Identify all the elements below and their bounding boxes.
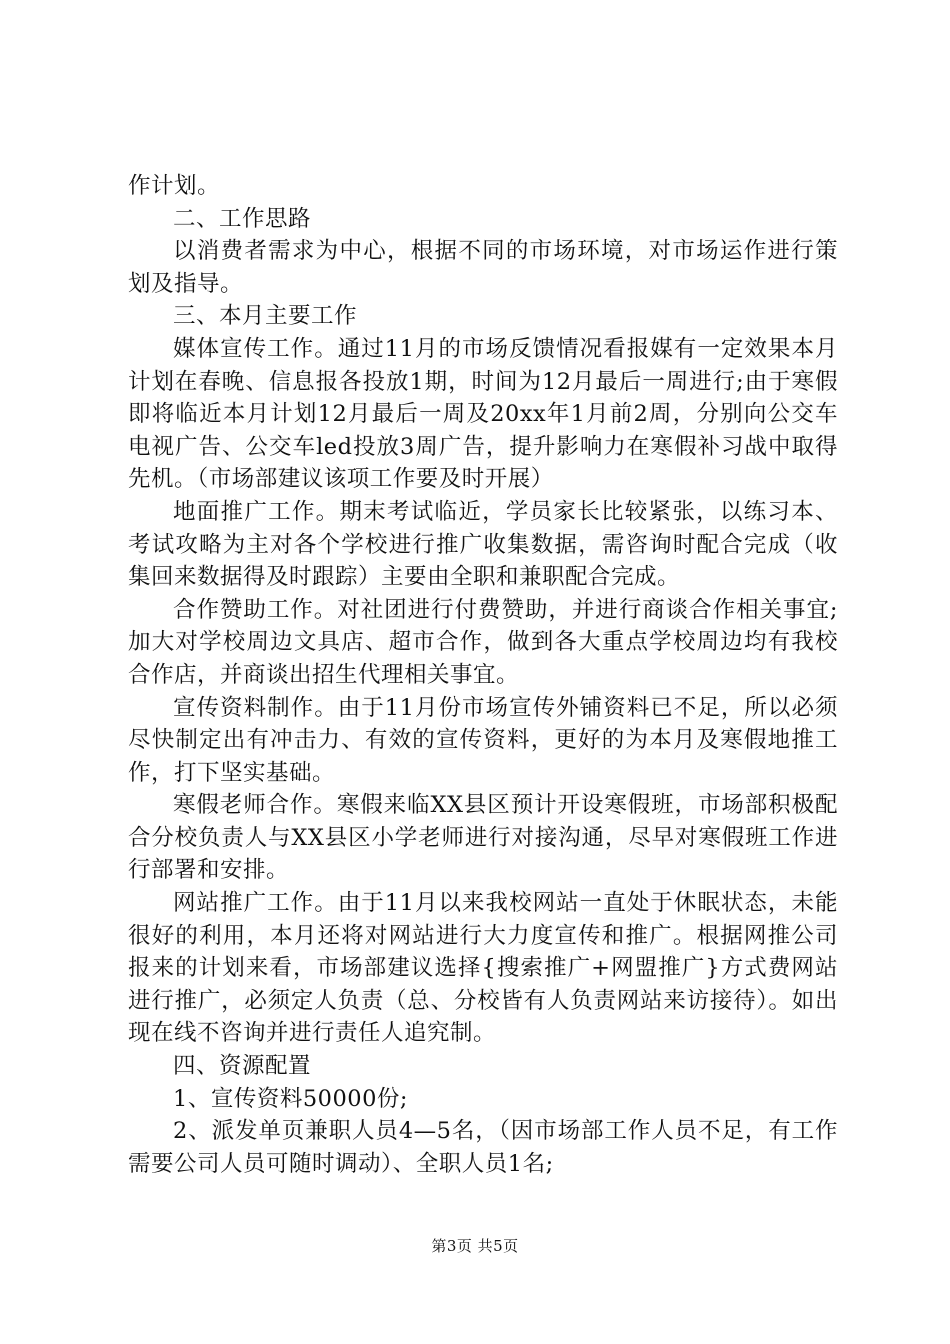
paragraph-8: 寒假老师合作。寒假来临XX县区预计开设寒假班，市场部积极配合分校负责人与XX县区小学老师进行对接沟通，尽早对寒假班工作进行部署和安排。 — [128, 792, 838, 884]
paragraph-1: 二、工作思路 — [173, 205, 312, 232]
paragraph-6: 合作赞助工作。对社团进行付费赞助，并进行商谈合作相关事宜;加大对学校周边文具店、超市合作，做到各大重点学校周边均有我校合作店，并商谈出招生代理相关事宜。 — [128, 596, 838, 688]
page-footer — [0, 1236, 950, 1256]
paragraph-5: 地面推广工作。期末考试临近，学员家长比较紧张，以练习本、考试攻略为主对各个学校进行推广收集数据，需咨询时配合完成（收集回来数据得及时跟踪）主要由全职和兼职配合完成。 — [128, 498, 838, 591]
paragraph-10: 四、资源配置 — [173, 1053, 312, 1080]
page-number: 第3页 共5页 — [431, 1237, 519, 1255]
paragraph-12: 2、派发单页兼职人员4—5名，（因市场部工作人员不足，有工作需要公司人员可随时调动）、全职人员1名; — [128, 1118, 838, 1177]
paragraph-9: 网站推广工作。由于11月以来我校网站一直处于休眠状态，未能很好的利用，本月还将对网站进行大力度宣传和推广。根据网推公司报来的计划来看，市场部建议选择{搜索推广+网盟推广}方式费网站进行推广，必须定人负责（总、分校皆有人负责网站来访接待）。如出现在线不咨询并进行责任人追究制。 — [128, 890, 838, 1047]
paragraph-4: 媒体宣传工作。通过11月的市场反馈情况看报媒有一定效果本月计划在春晚、信息报各投放1期，时间为12月最后一周进行;由于寒假即将临近本月计划12月最后一周及20xx年1月前2周，分别向公交车电视广告、公交车led投放3周广告，提升影响力在寒假补习战中取得先机。（市场部建议该项工作要及时开展） — [128, 335, 838, 493]
document-body — [128, 170, 838, 1180]
paragraph-3: 三、本月主要工作 — [173, 303, 358, 330]
paragraph-0: 作计划。 — [128, 173, 221, 199]
paragraph-2: 以消费者需求为中心，根据不同的市场环境，对市场运作进行策划及指导。 — [128, 238, 838, 297]
paragraph-7: 宣传资料制作。由于11月份市场宣传外铺资料已不足，所以必须尽快制定出有冲击力、有效的宣传资料，更好的为本月及寒假地推工作，打下坚实基础。 — [128, 694, 838, 786]
paragraph-11: 1、宣传资料50000份; — [173, 1085, 408, 1112]
